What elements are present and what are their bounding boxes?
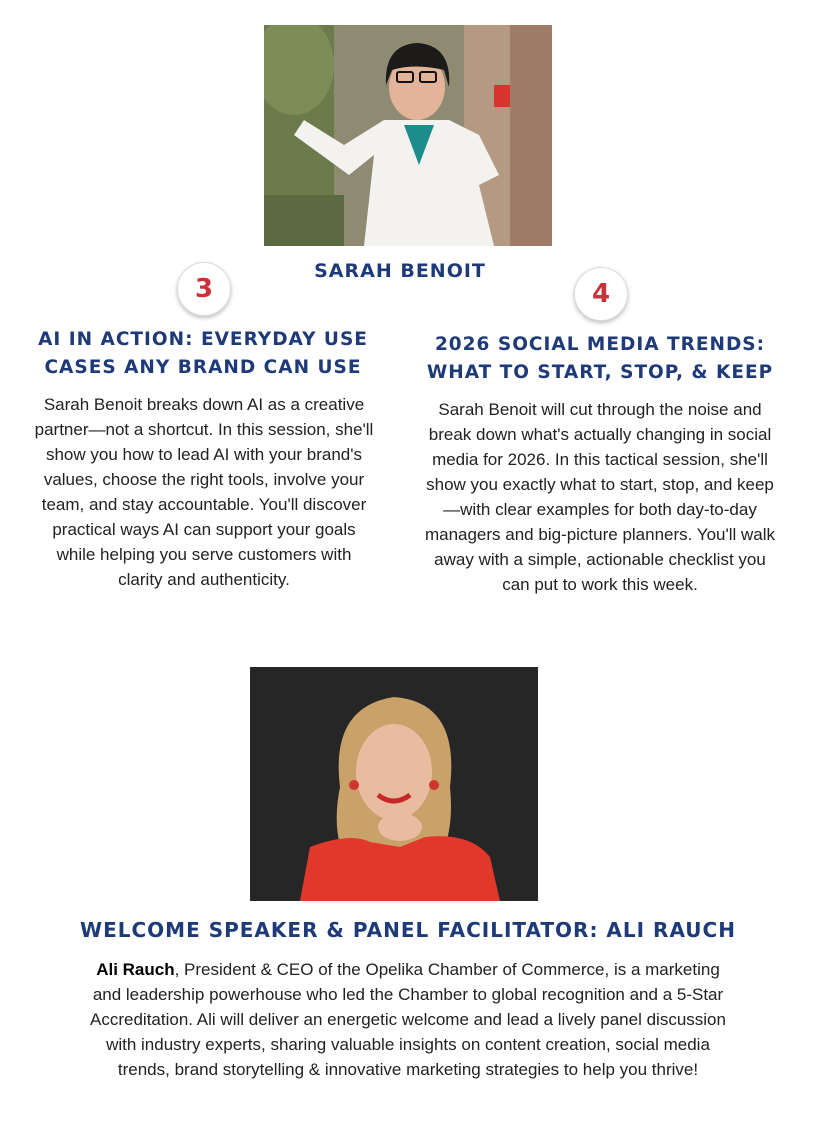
speaker-name: SARAH BENOIT [314,260,486,282]
session-description: Sarah Benoit will cut through the noise and break down what's actually changing in social media for 2026. In this tactical session, she'll show you exactly what to start, stop, and keep—with clear examples for both day-to-day managers and big-picture planners. You'll walk away with a simple, actionable checklist you can put to work this week. [424,400,776,594]
session-title: 2026 SOCIAL MEDIA TRENDS: WHAT TO START, STOP, & KEEP [426,334,774,383]
sarah-benoit-photo [264,25,552,246]
welcome-speaker-description [90,957,726,1082]
welcome-speaker-bio: , President & CEO of the Opelika Chamber of Commerce, is a marketing and leadership powerhouse who led the Chamber to global recognition and a 5-Star Accreditation. Ali will deliver an energetic welcome and lead a lively panel discussion with industry experts, sharing valuable insights on content creation, social media trends, brand storytelling & innovative marketing strategies to help you thrive! [90,960,726,1079]
session-number-badge: 3 [177,262,231,316]
welcome-speaker-title: WELCOME SPEAKER & PANEL FACILITATOR: ALI RAUCH [80,918,736,942]
welcome-speaker-name: Ali Rauch [96,960,175,979]
session-title: AI IN ACTION: EVERYDAY USE CASES ANY BRAND CAN USE [38,329,368,378]
session-number-badge: 4 [574,267,628,321]
session-description: Sarah Benoit breaks down AI as a creative partner—not a shortcut. In this session, she'll show you how to lead AI with your brand's values, choose the right tools, involve your team, and stay accountable. You'll discover practical ways AI can support your goals while helping you serve customers with clarity and authenticity. [34,395,374,589]
ali-rauch-photo [250,667,538,901]
